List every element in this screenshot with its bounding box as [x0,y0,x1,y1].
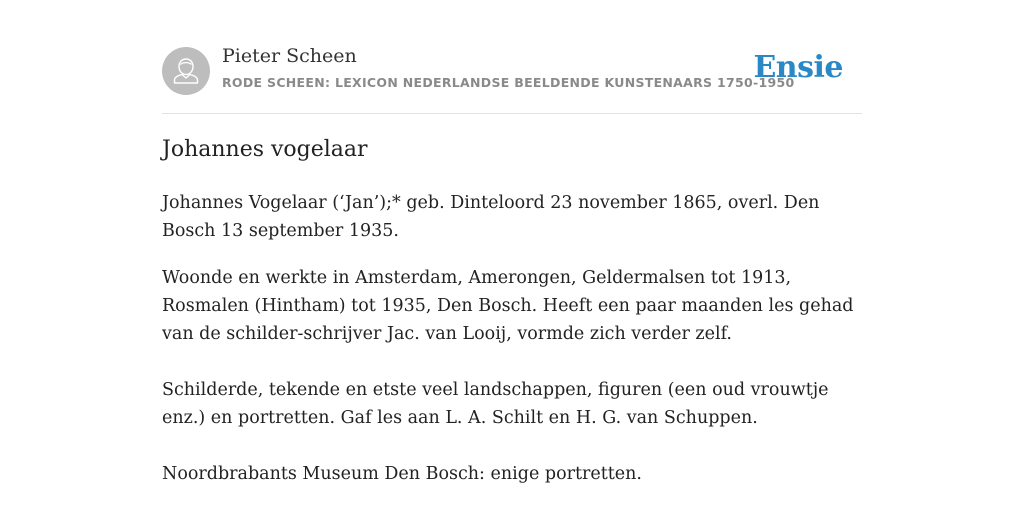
paragraph-collections: Noordbrabants Museum Den Bosch: enige portretten. [162,464,642,484]
article-title: Johannes vogelaar [162,137,368,162]
source-title[interactable]: RODE SCHEEN: LEXICON NEDERLANDSE BEELDENDE KUNSTENAARS 1750-1950 [222,75,795,90]
paragraph-biography: Johannes Vogelaar (‘Jan’);* geb. Dinteloord 23 november 1865, overl. Den Bosch 13 september 1935. [162,193,820,241]
article-body [162,189,862,488]
author-avatar[interactable] [162,47,210,95]
paragraph-career: Woonde en werkte in Amsterdam, Amerongen, Geldermalsen tot 1913, Rosmalen (Hintham) tot 1935, Den Bosch. Heeft een paar maanden les gehad van de schilder-schrijver Jac. van Looij, vormde zich verder zelf. [162,268,854,344]
author-name[interactable]: Pieter Scheen [222,45,357,67]
ensie-logo[interactable]: Ensie [753,50,843,85]
user-silhouette-icon [162,47,210,95]
paragraph-break [162,348,862,376]
article-header [162,0,862,114]
paragraph-break [162,432,862,460]
paragraph-works: Schilderde, tekende en etste veel landschappen, figuren (een oud vrouwtje enz.) en portretten. Gaf les aan L. A. Schilt en H. G. van Schuppen. [162,380,829,428]
page-container [162,0,862,484]
